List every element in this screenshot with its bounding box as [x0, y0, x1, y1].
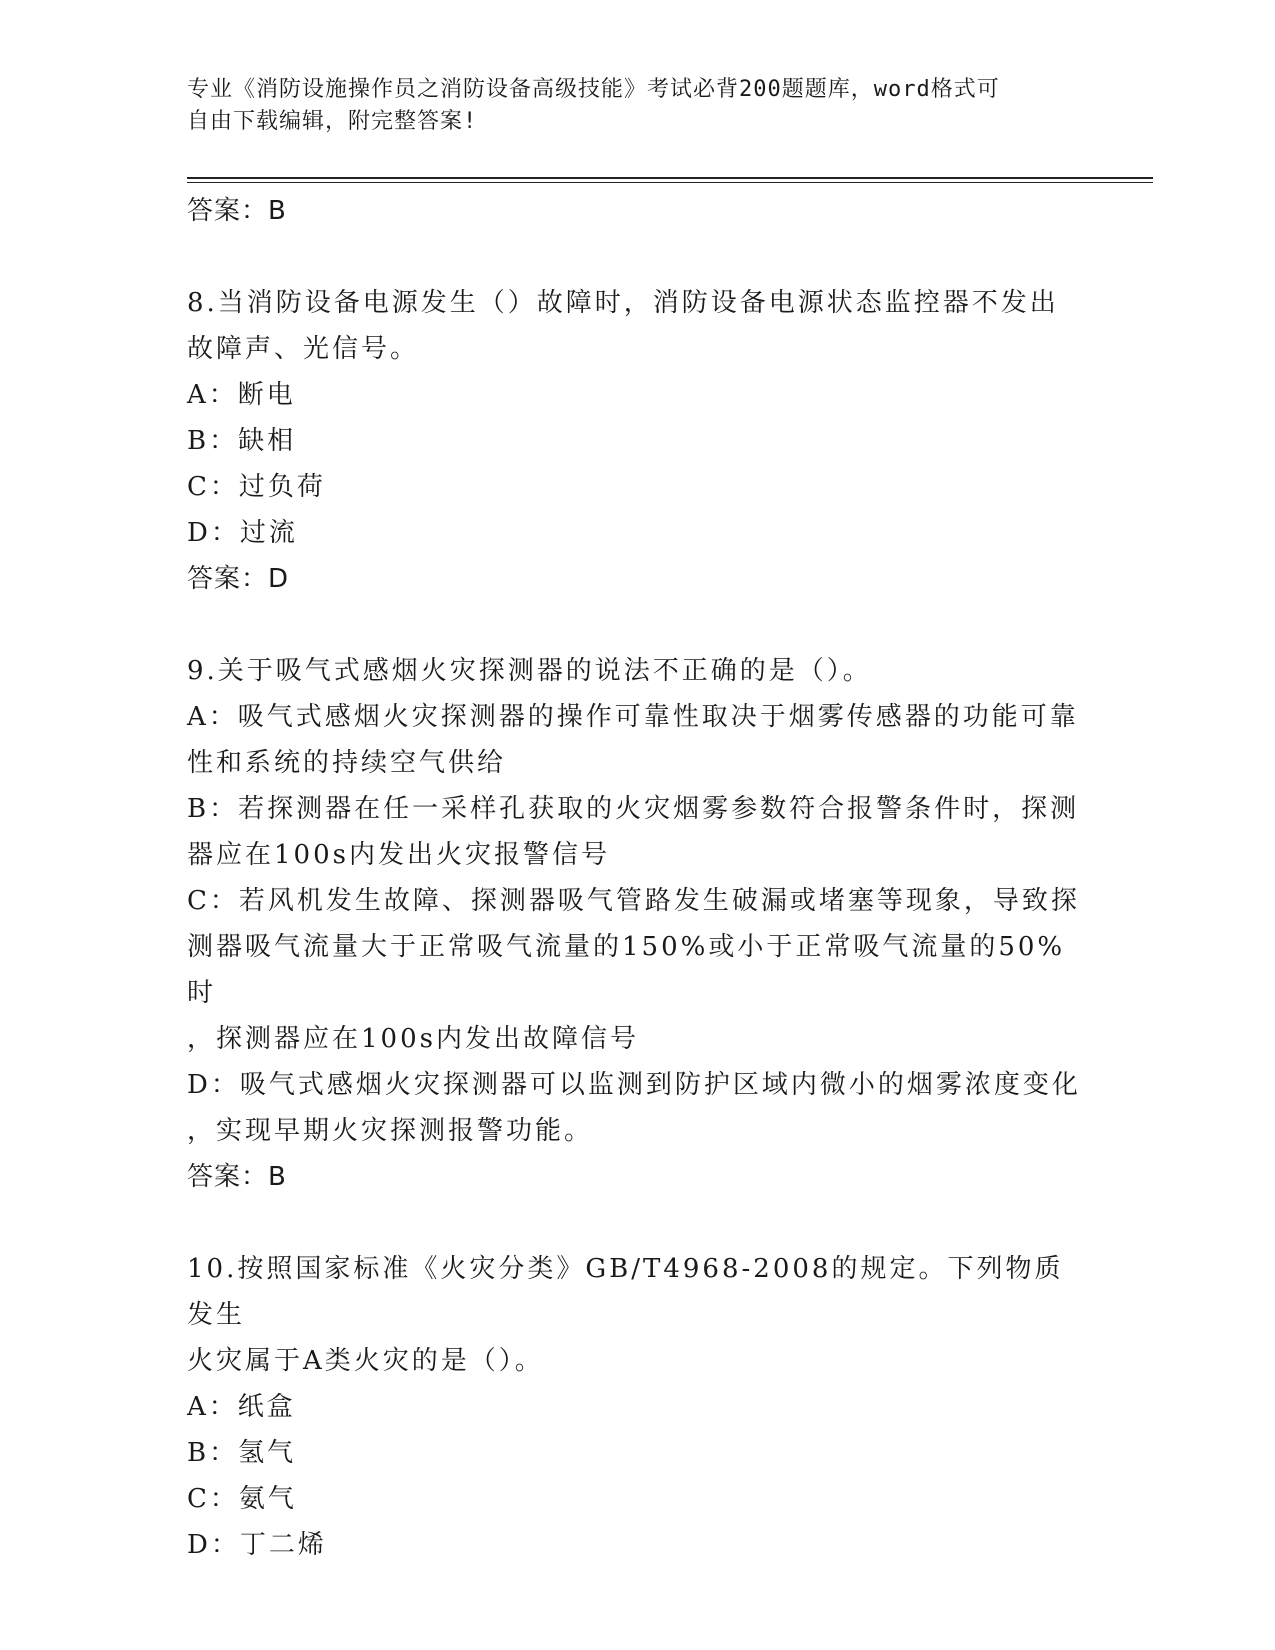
question-8	[187, 280, 1087, 602]
option-b	[187, 786, 1087, 878]
header-title-line-1: 专业《消防设施操作员之消防设备高级技能》考试必背200题题库，word格式可	[187, 77, 1000, 102]
option-b: B：氢气	[187, 1438, 297, 1468]
question-text-line: 8.当消防设备电源发生（）故障时，消防设备电源状态监控器不发出	[187, 288, 1059, 318]
header-divider-thin	[187, 182, 1153, 183]
option-line: ，实现早期火灾探测报警功能。	[187, 1116, 594, 1146]
option-line: 器应在100s内发出火灾报警信号	[187, 840, 610, 870]
previous-answer: 答案：B	[187, 196, 287, 226]
option-b: B：缺相	[187, 426, 297, 456]
option-line: B：若探测器在任一采样孔获取的火灾烟雾参数符合报警条件时，探测	[187, 794, 1080, 824]
option-line: C：若风机发生故障、探测器吸气管路发生破漏或堵塞等现象，导致探	[187, 886, 1080, 916]
question-text-line: 火灾属于A类火灾的是（）。	[187, 1346, 544, 1376]
question-text-line: 9.关于吸气式感烟火灾探测器的说法不正确的是（）。	[187, 656, 872, 686]
document-header	[187, 74, 1067, 138]
option-c: C：过负荷	[187, 472, 326, 502]
option-d	[187, 1062, 1087, 1154]
question-text-line: 故障声、光信号。	[187, 334, 420, 364]
header-divider-thick	[187, 177, 1153, 179]
option-c: C：氨气	[187, 1484, 297, 1514]
option-a: A：纸盒	[187, 1392, 296, 1422]
header-title-line-2: 自由下载编辑，附完整答案!	[187, 109, 478, 134]
question-9	[187, 648, 1087, 1200]
question-10	[187, 1246, 1087, 1568]
option-c	[187, 878, 1087, 1062]
option-line: ，探测器应在100s内发出故障信号	[187, 1024, 639, 1054]
answer: 答案：B	[187, 1162, 287, 1192]
answer: 答案：D	[187, 564, 290, 594]
option-line: 测器吸气流量大于正常吸气流量的150%或小于正常吸气流量的50%时	[187, 932, 1066, 1008]
option-line: D：吸气式感烟火灾探测器可以监测到防护区域内微小的烟雾浓度变化	[187, 1070, 1081, 1100]
option-d: D：过流	[187, 518, 298, 548]
option-a	[187, 694, 1087, 786]
option-d: D：丁二烯	[187, 1530, 327, 1560]
option-line: A：吸气式感烟火灾探测器的操作可靠性取决于烟雾传感器的功能可靠	[187, 702, 1079, 732]
question-text-line: 10.按照国家标准《火灾分类》GB/T4968-2008的规定。下列物质发生	[187, 1254, 1064, 1330]
option-a: A：断电	[187, 380, 296, 410]
question-list	[187, 188, 1087, 1568]
option-line: 性和系统的持续空气供给	[187, 748, 507, 778]
